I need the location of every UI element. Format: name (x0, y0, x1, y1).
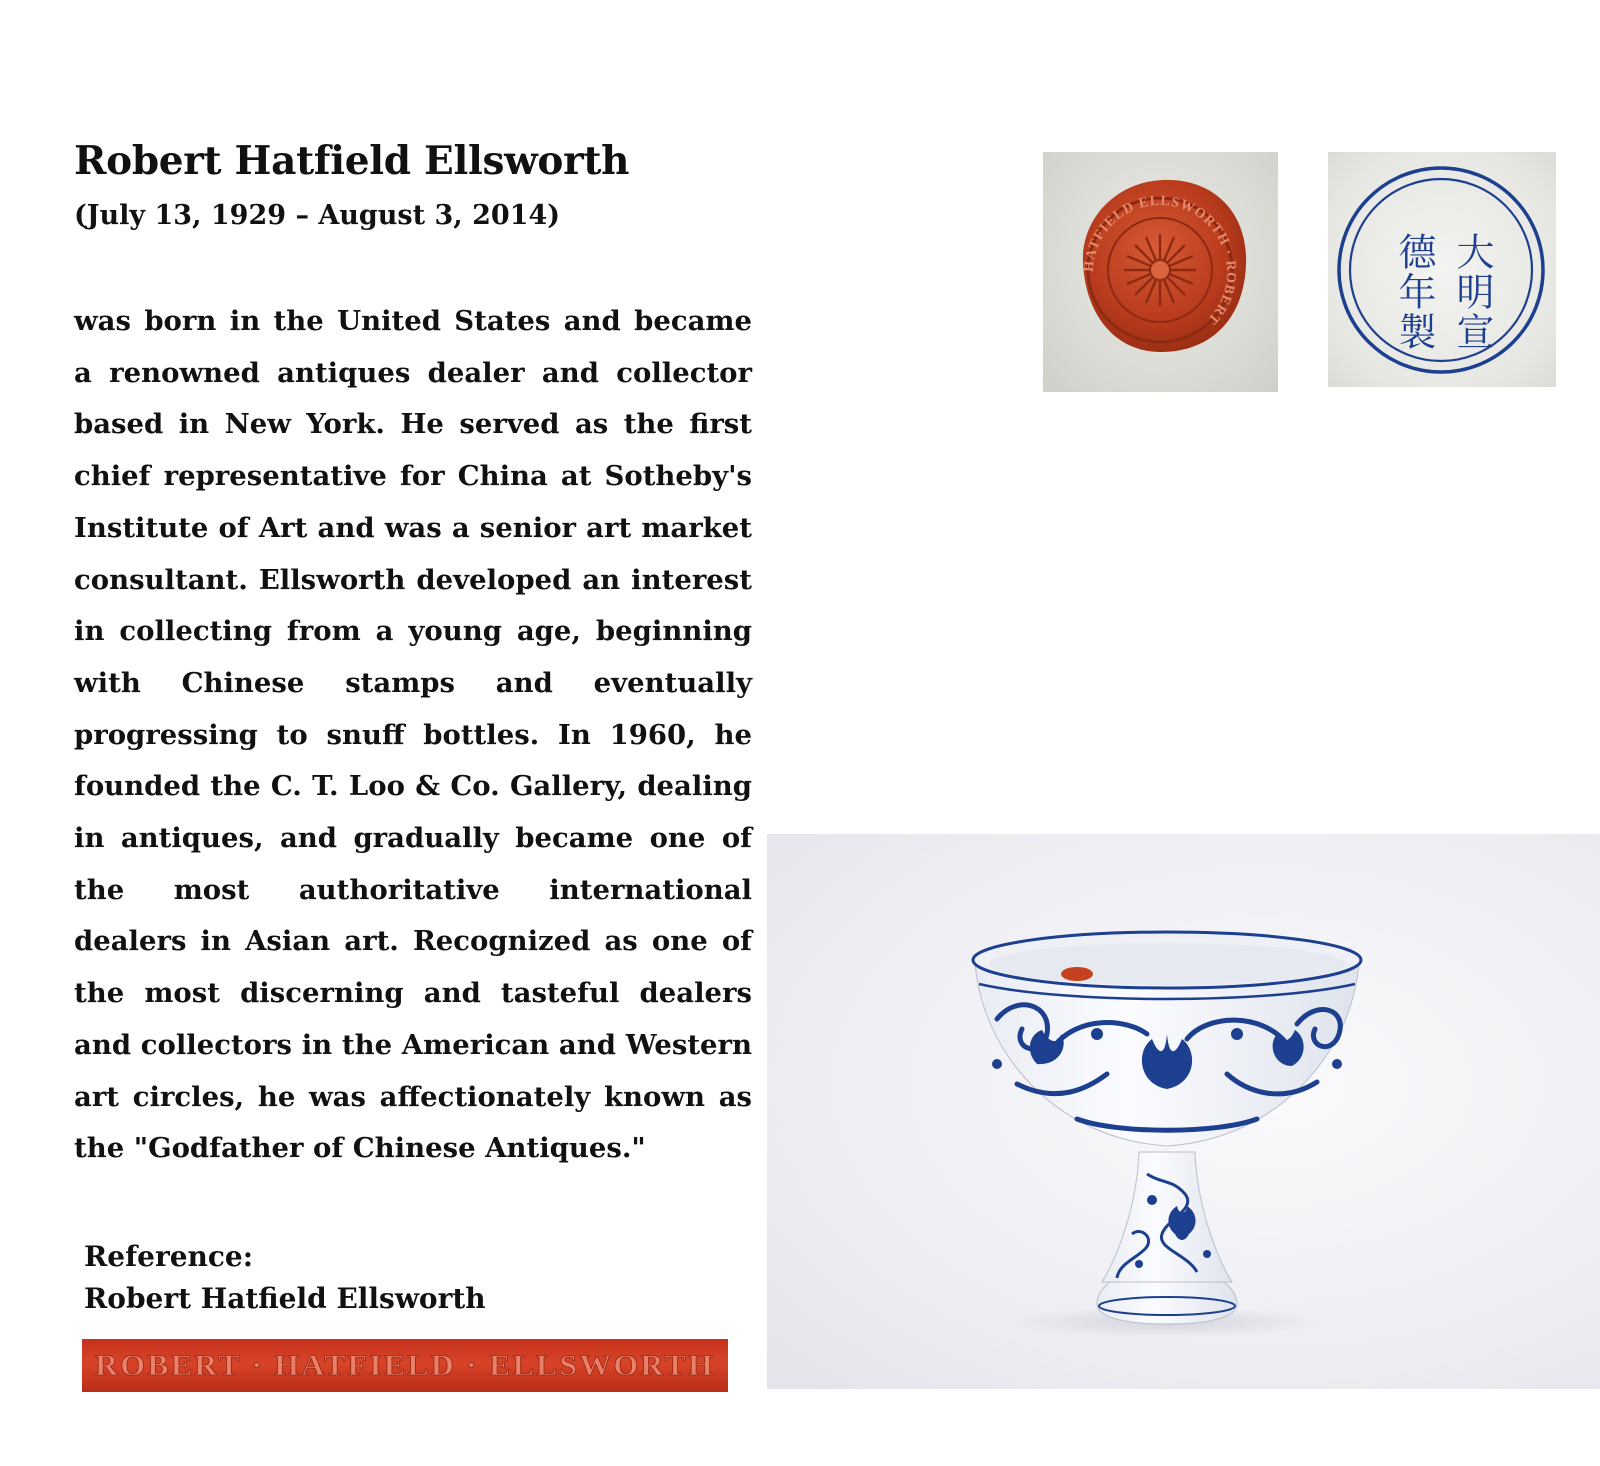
red-stamp-strip (82, 1339, 728, 1392)
red-wax-seal-icon (1043, 152, 1278, 392)
stem-cup-icon (767, 834, 1600, 1389)
reign-mark-column-2: 德年製 (1392, 232, 1436, 352)
stamp-strip-text: ROBERT · HATFIELD · ELLSWORTH (95, 1349, 715, 1382)
biography-text: was born in the United States and became a renowned antiques dealer and collector based in New York. He served as the first chief representative for China at Sotheby's Institute of Art and was a senior art market consultant. Ellsworth developed an interest in collecting from a young age, beginning with Chinese stamps and eventually progressing to snuff bottles. In 1960, he founded the C. T. Loo & Co. Gallery, dealing in antiques, and gradually became one of the most authoritative international dealers in Asian art. Recognized as one of the most discerning and tasteful dealers and collectors in the American and Western art circles, he was affectionately known as the "Godfather of Chinese Antiques." (74, 305, 752, 1165)
person-name: Robert Hatfield Ellsworth (74, 138, 630, 184)
reign-mark-photo (1328, 152, 1556, 387)
reference-name: Robert Hatfield Ellsworth (84, 1282, 486, 1315)
life-dates: (July 13, 1929 – August 3, 2014) (74, 200, 561, 231)
seal-photo (1043, 152, 1278, 392)
seal-ring-text: HATFIELD ELLSWORTH · ROBERT (1081, 193, 1239, 328)
stamp-strip-icon (82, 1339, 728, 1392)
reference-label: Reference: (84, 1240, 254, 1273)
reign-mark-icon (1328, 152, 1556, 387)
stem-cup-photo (767, 834, 1600, 1389)
reign-mark-column-1: 大明宣 (1450, 232, 1494, 352)
